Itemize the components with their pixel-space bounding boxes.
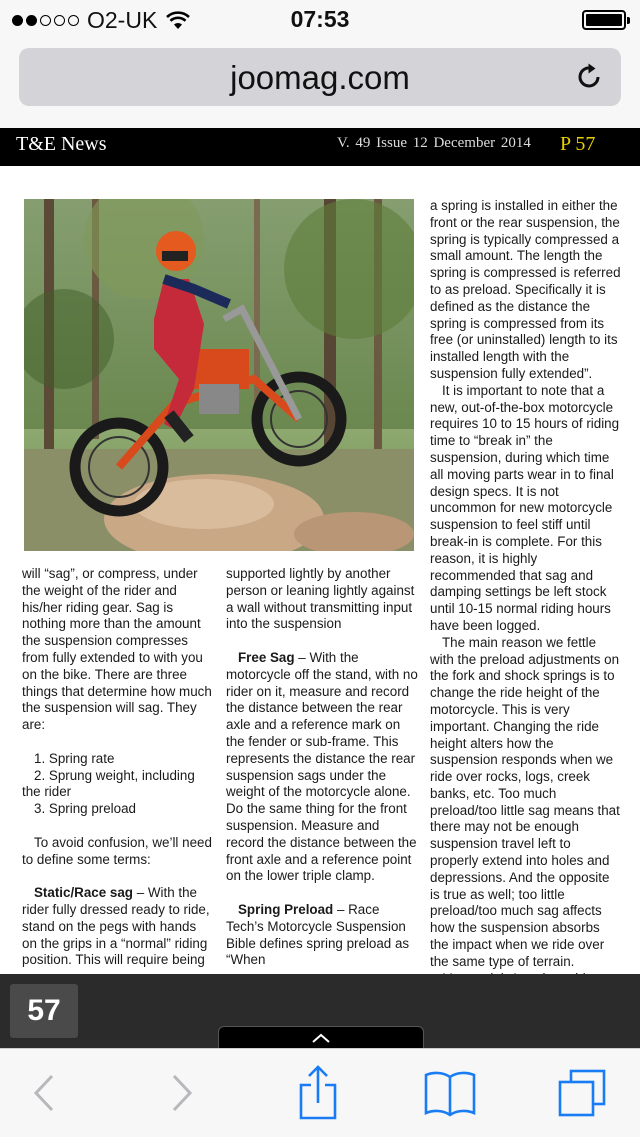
term-heading: Spring Preload [238, 901, 334, 917]
back-button[interactable] [14, 1063, 74, 1123]
tabs-icon [557, 1068, 607, 1118]
term-definition: – Race Tech’s Motorcycle Suspension Bible defines spring preload as “When [226, 901, 410, 968]
article-column-2 [226, 566, 418, 969]
status-bar [0, 0, 640, 40]
article-paragraph: The main reason we fettle with the preload adjustments on the fork and shock springs is to change the ride height of the motorcycle. This is very important. Changing the ride height alters how the suspension responds when we ride over rocks, logs, creek banks, etc. Too much preload/too little sag means that there may not be enough suspension travel left to properly extend into holes and depressions. And the opposite is true as well; too little preload/too much sag affects how the suspension absorbs the impact when we ride over the same type of terrain. [430, 634, 620, 969]
reload-icon[interactable] [573, 61, 605, 93]
article-paragraph: a spring is installed in either the front or the rear suspension, the spring is typically compressed a small amount. The length the spring is compressed is referred to as preload. Specifically it is defined as the distance the spring is compressed from its free (or uninstalled) length to its installed length with the suspension fully extended”. [430, 198, 621, 381]
list-item: 2. Sprung weight, including the rider [22, 767, 195, 800]
chevron-left-icon [32, 1073, 56, 1113]
term-heading: Static/Race sag [34, 885, 133, 901]
list-item: 3. Spring preload [34, 801, 136, 817]
magazine-header [0, 128, 640, 166]
magazine-title: T&E News [16, 133, 107, 155]
trials-bike-photo [24, 199, 414, 551]
article-paragraph: supported lightly by another person or leaning lightly against a wall without transmitting input into the suspension [226, 566, 415, 632]
term-heading: Free Sag [238, 649, 295, 665]
chevron-up-icon [311, 1033, 331, 1043]
term-definition: – With the motorcycle off the stand, with no rider on it, measure and record the distance between the rear axle and a reference mark on the fender or sub-frame. This represents the distance the rear suspension sags under the weight of the motorcycle alone. Do the same thing for the front suspension. Measure and record the distance between the front axle and a reference point on the lower triple clamp. [226, 649, 418, 884]
article-column-1 [22, 566, 214, 969]
article-paragraph [22, 885, 214, 969]
reader-toolbar [0, 974, 640, 1048]
page-number: P 57 [560, 133, 596, 155]
term-definition: – With the rider fully dressed ready to ride, stand on the pegs with hands on the grips in a “normal” riding position. This will require being [22, 885, 210, 968]
book-icon [423, 1069, 477, 1117]
article-paragraph [226, 650, 418, 885]
url-text[interactable]: joomag.com [230, 59, 410, 96]
tabs-button[interactable] [552, 1063, 612, 1123]
share-icon [298, 1065, 338, 1121]
article-paragraph: It is important to note that a new, out-of-the-box motorcycle requires 10 to 15 hours of riding time to “break in” the suspension, during which time all moving parts wear in to final design specs. It is not uncommon for new motorcycle suspension to feel stiff until break-in is complete. For this reason, it is highly recommended that sag and damping settings be left stock until 10-15 normal riding hours have been logged. [430, 382, 620, 633]
bookmarks-button[interactable] [420, 1063, 480, 1123]
clock: 07:53 [290, 6, 350, 32]
issue-info: V. 49 Issue 12 December 2014 [337, 135, 531, 151]
forward-button[interactable] [152, 1063, 212, 1123]
carrier-name: O2-UK [87, 6, 158, 33]
article-paragraph: will “sag”, or compress, under the weight of the rider and his/her riding gear. Sag is nothing more than the amount the suspension compresses from fully extended to with you on the bike. There are three things that determine how much the suspension will sag. They are: [22, 566, 212, 733]
article-paragraph [226, 902, 418, 969]
battery-icon [582, 10, 626, 30]
list-item: 1. Spring rate [34, 750, 115, 766]
magazine-page[interactable] [0, 166, 640, 974]
browser-toolbar [0, 1048, 640, 1137]
page-number-badge[interactable]: 57 [10, 984, 78, 1038]
address-bar[interactable] [19, 48, 621, 106]
article-column-3 [430, 198, 622, 987]
chevron-right-icon [170, 1073, 194, 1113]
share-button[interactable] [288, 1063, 348, 1123]
article-paragraph: To avoid confusion, we’ll need to define some terms: [22, 834, 212, 867]
